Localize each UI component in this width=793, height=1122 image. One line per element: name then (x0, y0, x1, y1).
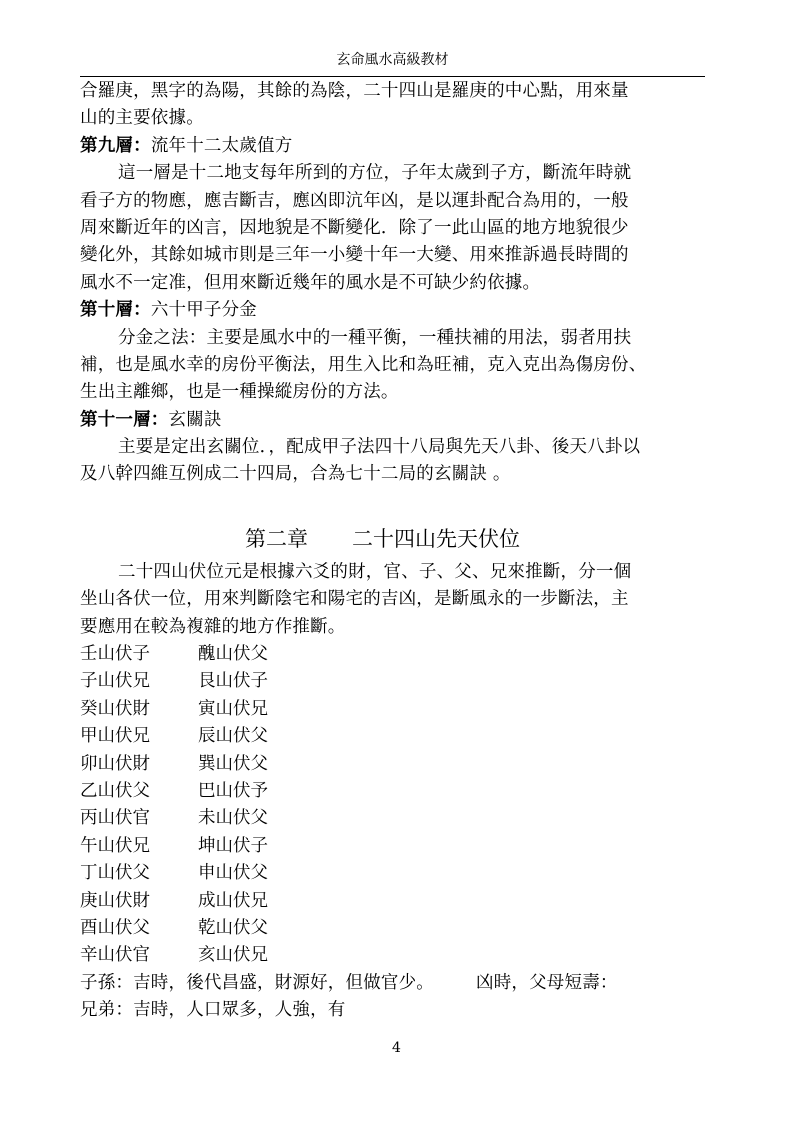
pair-left: 庚山伏財 (80, 890, 150, 911)
page-body (80, 78, 712, 1025)
section-heading-title: 六十甲子分金 (150, 300, 258, 321)
pair-right: 巽山伏父 (198, 753, 268, 774)
section-heading-eleventh-layer (80, 407, 712, 434)
chapter-name: 二十四山先天伏位 (352, 526, 520, 551)
paragraph-line: 看子方的物應，應吉斷吉，應凶即沆年凶，是以運卦配合為用的，一般 (80, 190, 629, 211)
pair-left: 甲山伏兄 (80, 726, 150, 747)
paragraph-line: 二十四山伏位元是根據六爻的財，官、子、父、兄來推斷，分一個 (118, 561, 632, 582)
pair-left: 卯山伏財 (80, 753, 150, 774)
pair-left: 壬山伏子 (80, 644, 150, 665)
pair-right: 申山伏父 (198, 863, 268, 884)
paragraph-line: 及八幹四維互例成二十四局，合為七十二局的玄關訣 。 (80, 464, 511, 485)
pair-right: 醜山伏父 (198, 644, 268, 665)
pair-left: 午山伏兄 (80, 835, 150, 856)
pair-right: 亥山伏兄 (198, 945, 268, 966)
paragraph-line (80, 997, 712, 1024)
pair-left: 丁山伏父 (80, 863, 150, 884)
paragraph-line: 合羅庚，黑字的為陽，其餘的為陰，二十四山是羅庚的中心點，用來量 (80, 81, 629, 101)
paragraph-line: 周來斷近年的凶言，因地貌是不斷變化．除了一此山區的地方地貌很少 (80, 217, 629, 238)
pair-left: 丙山伏官 (80, 808, 150, 829)
pair-right: 坤山伏子 (198, 835, 268, 856)
paragraph-line: 變化外，其餘如城市則是三年一小變十年一大變、用來推訴過長時間的 (80, 245, 629, 266)
section-heading-title: 流年十二太歲值方 (150, 135, 293, 156)
pair-right: 未山伏父 (198, 808, 268, 829)
pair-left: 子山伏兄 (80, 671, 150, 692)
list-item (80, 751, 712, 778)
pair-left: 酉山伏父 (80, 917, 150, 938)
list-item (80, 942, 712, 969)
list-item (80, 805, 712, 832)
pair-left: 癸山伏財 (80, 698, 150, 719)
list-item (80, 723, 712, 750)
section-heading-label: 第九層： (80, 135, 151, 156)
section-heading-tenth-layer (80, 297, 712, 324)
paragraph-line: 補，也是風水幸的房份平衡法，用生入比和為旺補，克入克出為傷房份、 (80, 354, 647, 375)
header-rule (80, 76, 705, 77)
list-item (80, 860, 712, 887)
paragraph-line: 生出主離鄉，也是一種操縱房份的方法。 (80, 382, 399, 403)
pair-right: 艮山伏子 (198, 671, 268, 692)
pair-left: 辛山伏官 (80, 945, 150, 966)
pair-right: 寅山伏兄 (198, 698, 268, 719)
list-item (80, 641, 712, 668)
pair-right: 巴山伏予 (198, 780, 268, 801)
paragraph-line: 要應用在較為複雜的地方作推斷。 (80, 616, 346, 637)
list-item (80, 668, 712, 695)
footer-line-part: 兄弟：吉時，人口眾多，人強，有 (80, 1000, 346, 1021)
pair-right: 辰山伏父 (198, 726, 268, 747)
pair-left: 乙山伏父 (80, 780, 150, 801)
mountain-pairs-list (80, 641, 712, 970)
list-item (80, 888, 712, 915)
section-heading-ninth-layer (80, 133, 712, 160)
list-item (80, 833, 712, 860)
footer-line-part: 子孫：吉時，後代昌盛，財源好，但做官少。 (80, 972, 434, 993)
paragraph-line (80, 970, 712, 997)
page-number: 4 (392, 1040, 401, 1056)
paragraph-line: 主要是定出玄關位．，配成甲子法四十八局與先天八卦、後天八卦以 (118, 437, 641, 458)
pair-right: 乾山伏父 (198, 917, 268, 938)
paragraph-line: 坐山各伏一位，用來判斷陰宅和陽宅的吉凶，是斷風永的一步斷法，主 (80, 589, 629, 610)
list-item (80, 915, 712, 942)
paragraph-line: 分金之法：主要是風水中的一種平衡，一種扶補的用法，弱者用扶 (118, 327, 632, 348)
section-heading-label: 第十一層： (80, 409, 169, 430)
section-gap (80, 489, 712, 519)
paragraph-line: 山的主要依據。 (80, 108, 204, 129)
footer-line-part: 凶時，父母短壽： (476, 972, 618, 993)
chapter-title (80, 519, 712, 559)
pair-right: 成山伏兄 (198, 890, 268, 911)
chapter-number: 第二章 (245, 526, 308, 551)
running-header: 玄命風水高級教材 (336, 52, 449, 68)
list-item (80, 696, 712, 723)
section-heading-label: 第十層： (80, 300, 151, 321)
paragraph-line: 風水不一定准，但用來斷近幾年的風水是不可缺少約依據。 (80, 272, 541, 293)
list-item (80, 778, 712, 805)
paragraph-line: 這一層是十二地支每年所到的方位，子年太歲到子方，斷流年時就 (118, 163, 632, 184)
section-heading-title: 玄關訣 (168, 409, 222, 430)
